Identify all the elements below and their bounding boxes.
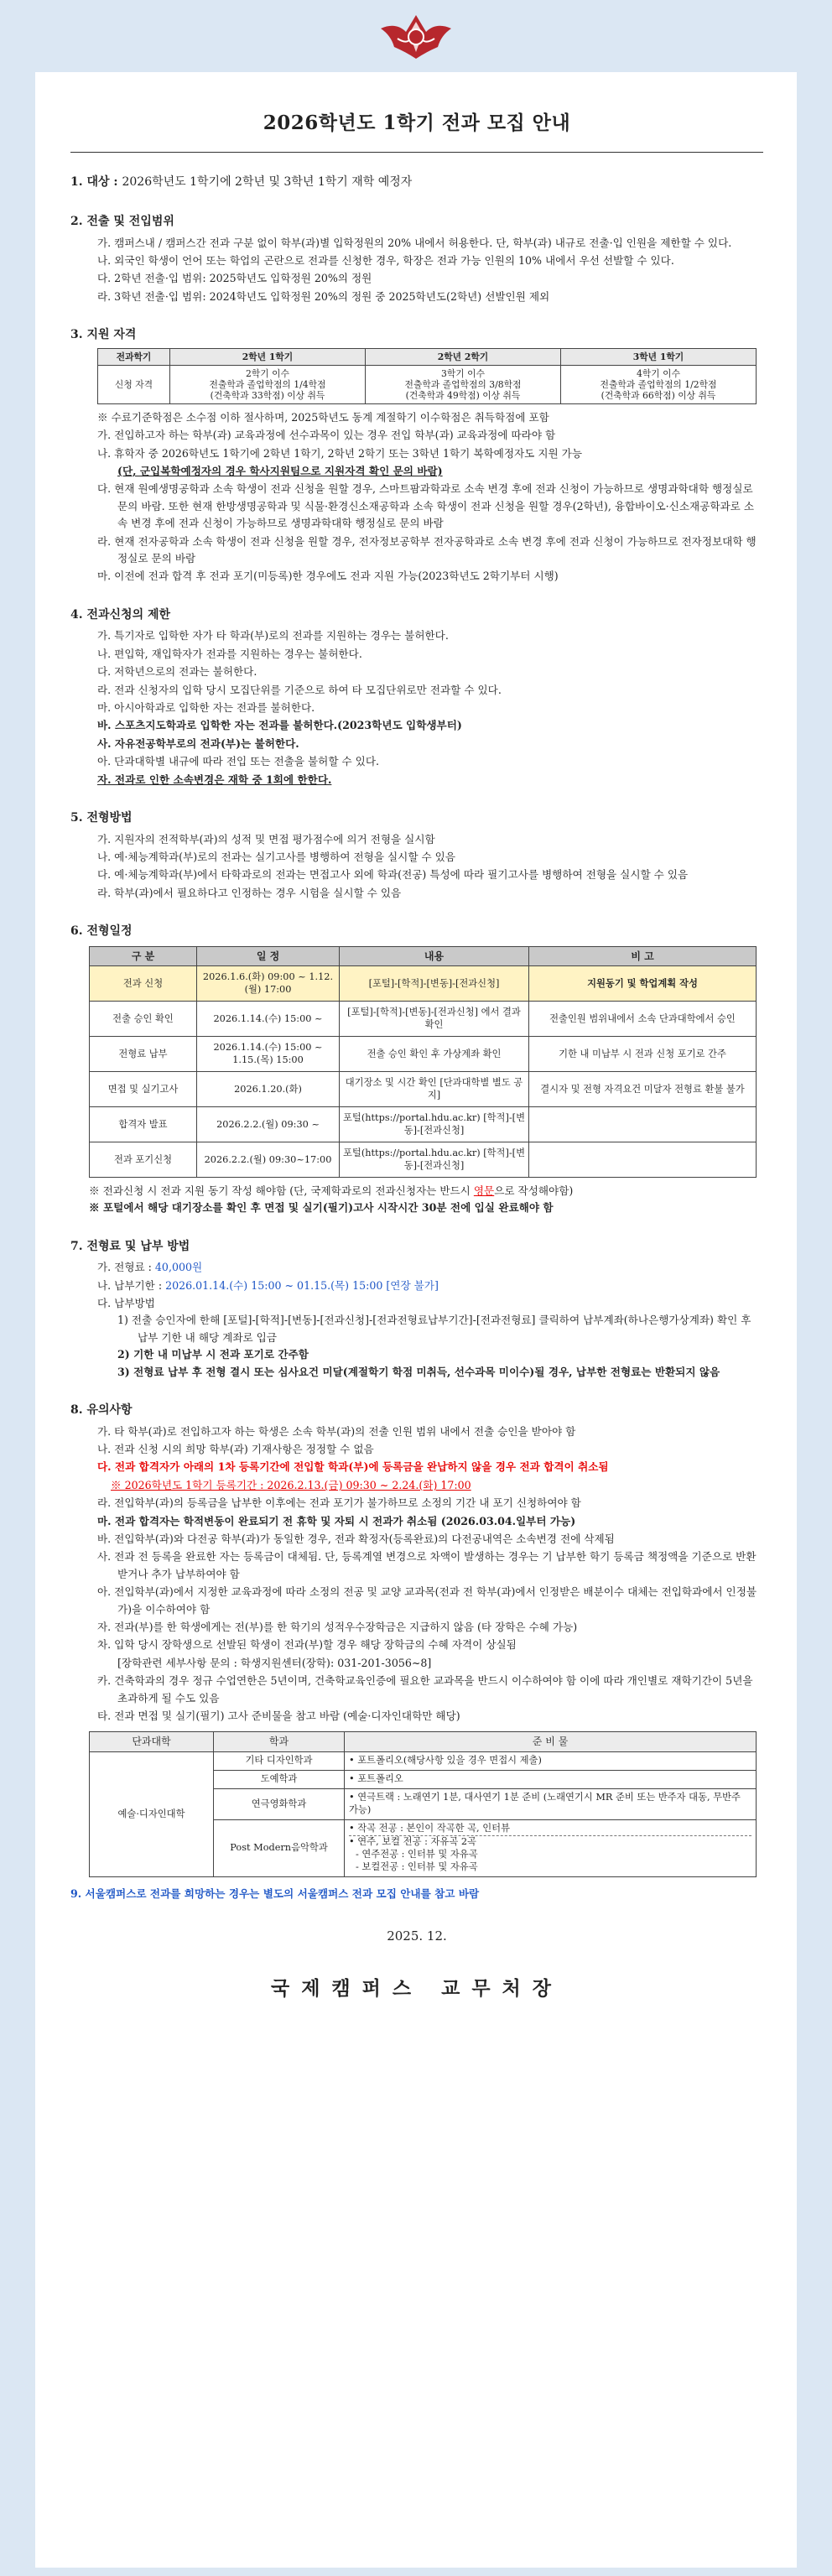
document-date: 2025. 12. (387, 1928, 447, 1944)
table-header: 3학년 1학기 (561, 348, 757, 365)
page-title: 2026학년도 1학기 전과 모집 안내 (263, 112, 571, 134)
table-header: 학과 (214, 1732, 345, 1752)
list-item: 가. 특기자로 입학한 자가 타 학과(부)로의 전과를 지원하는 경우는 불허한다. (97, 629, 449, 643)
schedule-note: ※ 포털에서 해당 대기장소를 확인 후 면접 및 실기(필기)고사 시작시간 30분 전에 입실 완료해야 함 (89, 1201, 554, 1215)
list-item: 1) 전출 승인자에 한해 [포털]-[학적]-[변동]-[전과신청]-[전과전형료납부기간]-[전과전형료] 클릭하여 납부계좌(하나은행가상계좌) 확인 후 납부 기한 내 해당 계좌로 입금 (117, 1314, 751, 1344)
table-row: 전과 포기신청 2026.2.2.(월) 09:30~17:00 포털(https://portal.hdu.ac.kr) [학적]-[변동]-[전과신청] (90, 1142, 757, 1177)
table-row: 연극영화학과 • 연극트랙 : 노래연기 1분, 대사연기 1분 준비 (노래연기시 MR 준비 또는 반주자 대동, 무반주 가능) (90, 1789, 757, 1820)
section-fee (70, 1237, 763, 1381)
table-header: 2학년 2학기 (366, 348, 561, 365)
schedule-table (89, 946, 757, 1178)
list-item: 사. 자유전공학부로의 전과(부)는 불허한다. (97, 736, 299, 750)
list-item: 다. 저학년으로의 전과는 불허한다. (97, 665, 257, 679)
section-restrictions (70, 606, 763, 788)
list-item: 라. 현재 전자공학과 소속 학생이 전과 신청을 원할 경우, 전자정보공학부 전자공학과로 소속 변경 후에 전과 신청이 가능하므로 전자정보대학 행정실로 문의 바람 (97, 534, 757, 565)
list-item: 가. 전입하고자 하는 학부(과) 교육과정에 선수과목이 있는 경우 전입 학부(과) 교육과정에 따라야 함 (97, 429, 556, 442)
list-item: 아. 전입학부(과)에서 지정한 교육과정에 따라 소정의 전공 및 교양 교과목(전과 전 학부(과)에서 인정받은 배분이수 대체는 전입학과에서 인정불가)을 이수하여야 함 (97, 1585, 757, 1616)
list-item: 사. 전과 전 등록을 완료한 자는 등록금이 대체됨. 단, 등록계열 변경으로 차액이 발생하는 경우는 기 납부한 학기 등록금 책정액을 기준으로 반환받거나 추가 납부하여야 함 (97, 1550, 757, 1580)
list-item: 가. 전형료 : 40,000원 (97, 1261, 203, 1274)
table-cell: 예술·디자인대학 (90, 1752, 214, 1876)
section-range (70, 212, 763, 305)
section-schedule (70, 922, 763, 1216)
list-item: 나. 예·체능계학과(부)로의 전과는 실기고사를 병행하여 전형을 실시할 수 있음 (97, 850, 455, 863)
list-item: 차. 입학 당시 장학생으로 선발된 학생이 전과(부)할 경우 해당 장학금의 수혜 자격이 상실됨 (97, 1638, 517, 1652)
list-item: (단, 군입복학예정자의 경우 학사지원팀으로 지원자격 확인 문의 바람) (117, 465, 443, 477)
list-item: 마. 이전에 전과 합격 후 전과 포기(미등록)한 경우에도 전과 지원 가능(2023학년도 2학기부터 시행) (97, 570, 559, 583)
list-item: 다. 전과 합격자가 아래의 1차 등록기간에 전입할 학과(부)에 등록금을 완납하지 않을 경우 전과 합격이 취소됨 (97, 1460, 609, 1474)
list-item: 나. 휴학자 중 2026학년도 1학기에 2학년 1학기, 2학년 2학기 또는 3학년 1학기 복학예정자도 지원 가능 (97, 446, 582, 460)
section-notes (70, 1401, 763, 1902)
list-item: 자. 전과로 인한 소속변경은 재학 중 1회에 한한다. (97, 773, 332, 786)
english-keyword: 영문 (473, 1184, 495, 1197)
list-item: 자. 전과(부)를 한 학생에게는 전(부)를 한 학기의 성적우수장학금은 지급하지 않음 (타 장학은 수혜 가능) (97, 1620, 578, 1633)
schedule-note: ※ 전과신청 시 전과 지원 동기 작성 해야함 (단, 국제학과로의 전과신청자는 반드시 영문으로 작성해야함) (89, 1184, 574, 1197)
table-header: 준 비 물 (345, 1732, 757, 1752)
table-header: 구 분 (90, 946, 197, 965)
supplies-table (89, 1731, 757, 1876)
section-eligibility (70, 325, 763, 585)
section-heading: 3. 지원 자격 (70, 328, 137, 342)
list-item: 라. 3학년 전출·입 범위: 2024학년도 입학정원 20%의 정원 중 2025학년도(2학년) 선발인원 제외 (97, 289, 550, 303)
music-requirement-line: • 연주, 보컬 전공 : 자유곡 2곡 (349, 1835, 751, 1849)
table-row: 합격자 발표 2026.2.2.(월) 09:30 ~ 포털(https://portal.hdu.ac.kr) [학적]-[변동]-[전과신청] (90, 1106, 757, 1142)
table-row: 예술·디자인대학 기타 디자인학과 • 포트폴리오(해당사항 있을 경우 면접시 제출) (90, 1752, 757, 1771)
table-header: 비 고 (529, 946, 757, 965)
section-heading: 6. 전형일정 (70, 924, 133, 939)
music-requirement-line: - 연주전공 : 인터뷰 및 자유곡 (356, 1848, 478, 1860)
list-item: 나. 외국인 학생이 언어 또는 학업의 곤란으로 전과를 신청한 경우, 학장은 전과 가능 인원의 10% 내에서 우선 선발할 수 있다. (97, 253, 674, 267)
section-heading: 4. 전과신청의 제한 (70, 607, 171, 622)
section-method (70, 809, 763, 902)
eligibility-table (97, 348, 757, 404)
list-item: 아. 단과대학별 내규에 따라 전입 또는 전출을 불허할 수 있다. (97, 755, 380, 768)
table-header: 2학년 1학기 (170, 348, 366, 365)
section-heading: 2. 전출 및 전입범위 (70, 214, 174, 228)
list-item: 다. 납부방법 (97, 1297, 155, 1310)
list-item: 라. 학부(과)에서 필요하다고 인정하는 경우 시험을 실시할 수 있음 (97, 886, 402, 899)
notice-document (35, 72, 797, 2568)
list-item: 마. 아시아학과로 입학한 자는 전과를 불허한다. (97, 700, 315, 714)
list-item: 마. 전과 합격자는 학적변동이 완료되기 전 휴학 및 자퇴 시 전과가 취소됨 (2026.03.04.일부터 가능) (97, 1514, 576, 1527)
table-row: 전형료 납부 2026.1.14.(수) 15:00 ~ 1.15.(목) 15:00 전출 승인 확인 후 가상계좌 확인 기한 내 미납부 시 전과 신청 포기로 간주 (90, 1036, 757, 1071)
table-row: Post Modern음악학과 • 작곡 전공 : 본인이 작곡한 곡, 인터뷰 • 연주, 보컬 전공 : 자유곡 2곡 - 연주전공 : 인터뷰 및 자유곡 - 보컬전공 : 인터뷰 및 자유곡 (90, 1819, 757, 1876)
table-row: 전과 신청 2026.1.6.(화) 09:00 ~ 1.12.(월) 17:00 [포털]-[학적]-[변동]-[전과신청] 지원동기 및 학업계획 작성 (90, 965, 757, 1001)
list-item: 가. 지원자의 전적학부(과)의 성적 및 면접 평가점수에 의거 전형을 실시함 (97, 832, 435, 846)
section-target (70, 173, 763, 192)
section-heading: 1. 대상 : (70, 175, 118, 190)
target-text: 2026학년도 1학기에 2학년 및 3학년 1학기 재학 예정자 (122, 175, 413, 190)
title-divider (70, 152, 763, 153)
issuer-signature: 국제캠퍼스 교무처장 (271, 1977, 563, 2001)
list-item: 나. 전과 신청 시의 희망 학부(과) 기재사항은 정정할 수 없음 (97, 1443, 374, 1456)
list-item: 바. 전입학부(과)와 다전공 학부(과)가 동일한 경우, 전과 확정자(등록완료)의 다전공내역은 소속변경 전에 삭제됨 (97, 1533, 615, 1546)
list-item: 2) 기한 내 미납부 시 전과 포기로 간주함 (117, 1348, 309, 1361)
table-row: 도예학과 • 포트폴리오 (90, 1771, 757, 1789)
seoul-campus-note: 9. 서울캠퍼스로 전과를 희망하는 경우는 별도의 서울캠퍼스 전과 모집 안내를 참고 바람 (70, 1886, 480, 1900)
list-item: 라. 전과 신청자의 입학 당시 모집단위를 기준으로 하여 타 모집단위로만 전과할 수 있다. (97, 683, 502, 696)
university-emblem-icon (377, 10, 455, 62)
table-header: 전과학기 (98, 348, 170, 365)
list-item: [장학관련 세부사항 문의 : 학생지원센터(장학): 031-201-3056~8] (117, 1656, 432, 1669)
table-cell (345, 1819, 757, 1876)
table-header: 단과대학 (90, 1732, 214, 1752)
fee-period: 2026.01.14.(수) 15:00 ~ 01.15.(목) 15:00 [연장 불가] (165, 1278, 439, 1292)
table-cell: 3학기 이수 전출학과 졸업학점의 3/8학점 (건축학과 49학점) 이상 취득 (366, 365, 561, 403)
list-item: ※ 2026학년도 1학기 등록기간 : 2026.2.13.(금) 09:30 ~ 2.24.(화) 17:00 (111, 1478, 471, 1491)
table-cell: 신청 자격 (98, 365, 170, 403)
table-header: 일 정 (197, 946, 340, 965)
list-item: ※ 수료기준학점은 소수점 이하 절사하며, 2025학년도 동계 계절학기 이수학점은 취득학점에 포함 (97, 410, 549, 424)
table-row: 면접 및 실기고사 2026.1.20.(화) 대기장소 및 시간 확인 [단과대학별 별도 공지] 결시자 및 전형 자격요건 미달자 전형료 환불 불가 (90, 1071, 757, 1106)
fee-amount: 40,000원 (154, 1261, 203, 1274)
list-item: 타. 전과 면접 및 실기(필기) 고사 준비물을 참고 바람 (예술·디자인대학만 해당) (97, 1709, 460, 1722)
list-item: 다. 2학년 전출·입 범위: 2025학년도 입학정원 20%의 정원 (97, 272, 372, 285)
list-item: 카. 건축학과의 경우 정규 수업연한은 5년이며, 건축학교육인증에 필요한 교과목을 반드시 이수하여야 함 이에 따라 개인별로 재학기간이 5년을 초과하게 될 수도 있음 (97, 1674, 753, 1704)
table-cell: 2학기 이수 전출학과 졸업학점의 1/4학점 (건축학과 33학점) 이상 취득 (170, 365, 366, 403)
list-item: 나. 납부기한 : 2026.01.14.(수) 15:00 ~ 01.15.(목) 15:00 [연장 불가] (97, 1278, 439, 1292)
music-requirement-line: - 보컬전공 : 인터뷰 및 자유곡 (356, 1860, 478, 1872)
list-item: 바. 스포츠지도학과로 입학한 자는 전과를 불허한다.(2023학년도 입학생부터) (97, 719, 462, 732)
list-item: 다. 현재 원예생명공학과 소속 학생이 전과 신청을 원할 경우, 스마트팜과학과로 소속 변경 후에 전과 신청이 가능하므로 생명과학대학 행정실로 문의 바람. 또한 현재 한방생명공학과 및 식물·환경신소재공학과 소속 학생이 전과 신청을 원할 경우(2학년), 융합바이오·신소재공학과로 소속 변경 후에 전과 신청이 가능하므로 생명과학대학 행정실로 문의 바람 (97, 482, 755, 530)
section-heading: 7. 전형료 및 납부 방법 (70, 1239, 190, 1253)
section-heading: 5. 전형방법 (70, 810, 133, 825)
list-item: 다. 예·체능계학과(부)에서 타학과로의 전과는 면접고사 외에 학과(전공) 특성에 따라 필기고사를 병행하여 전형을 실시할 수 있음 (97, 868, 689, 882)
list-item: 가. 캠퍼스내 / 캠퍼스간 전과 구분 없이 학부(과)별 입학정원의 20% 내에서 허용한다. 단, 학부(과) 내규로 전출·입 인원을 제한할 수 있다. (97, 236, 732, 249)
music-requirement-line: • 작곡 전공 : 본인이 작곡한 곡, 인터뷰 (349, 1822, 510, 1834)
list-item: 3) 전형료 납부 후 전형 결시 또는 심사요건 미달(계절학기 학점 미취득, 선수과목 미이수)될 경우, 납부한 전형료는 반환되지 않음 (117, 1365, 720, 1378)
table-cell: 4학기 이수 전출학과 졸업학점의 1/2학점 (건축학과 66학점) 이상 취득 (561, 365, 757, 403)
section-heading: 8. 유의사항 (70, 1403, 133, 1418)
list-item: 라. 전입학부(과)의 등록금을 납부한 이후에는 전과 포기가 불가하므로 소정의 기간 내 포기 신청하여야 함 (97, 1496, 581, 1510)
table-header: 내용 (340, 946, 529, 965)
table-row: 전출 승인 확인 2026.1.14.(수) 15:00 ~ [포털]-[학적]-[변동]-[전과신청] 에서 결과 확인 전출인원 범위내에서 소속 단과대학에서 승인 (90, 1001, 757, 1036)
list-item: 가. 타 학부(과)로 전입하고자 하는 학생은 소속 학부(과)의 전출 인원 범위 내에서 전출 승인을 받아야 함 (97, 1424, 576, 1438)
list-item: 나. 편입학, 재입학자가 전과를 지원하는 경우는 불허한다. (97, 647, 362, 660)
